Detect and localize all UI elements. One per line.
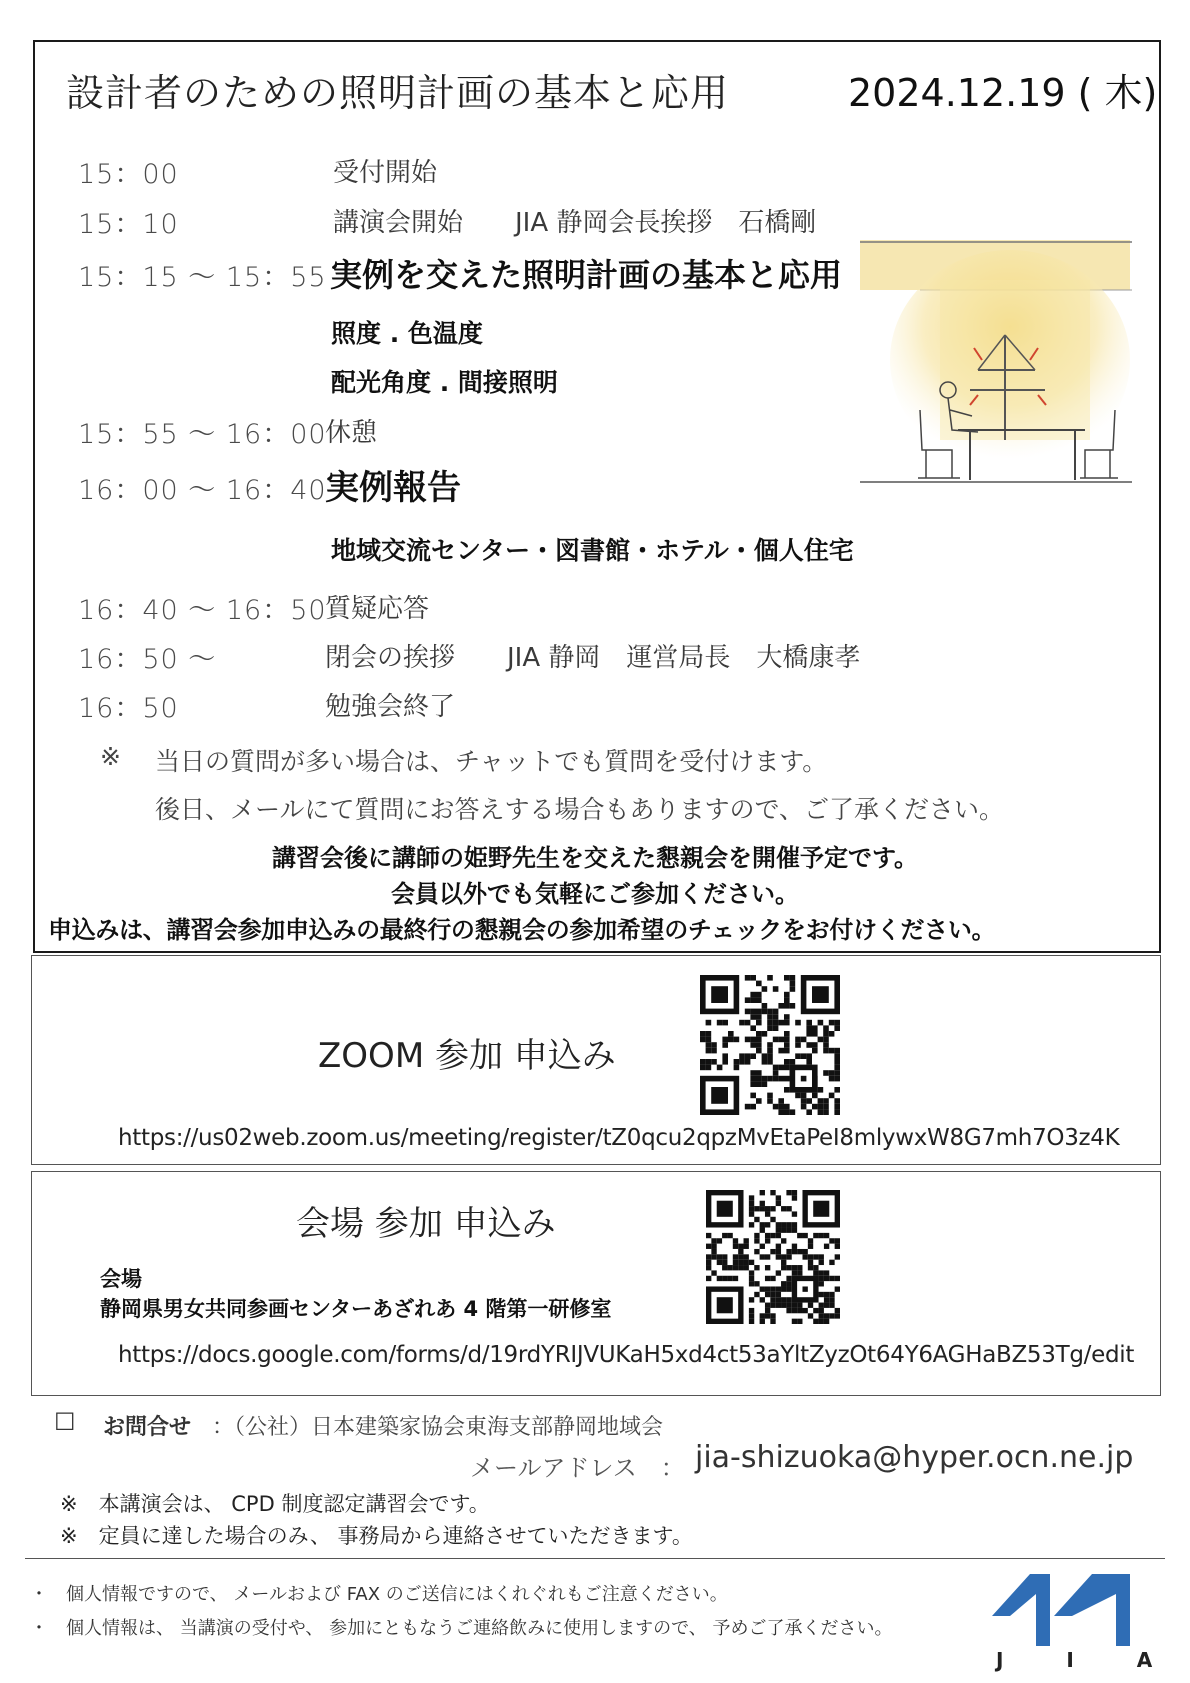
schedule-text-6: 休憩	[325, 418, 378, 448]
zoom-registration-label: ZOOM 参加 申込み	[318, 1036, 616, 1076]
note-line-2: 後日、メールにて質問にお答えする場合もありますので、ご了承ください。	[155, 795, 1005, 824]
schedule-text-8: 地域交流センター・図書館・ホテル・個人住宅	[331, 536, 854, 565]
contact-box-icon: ☐	[54, 1408, 76, 1436]
venue-qr-code[interactable]	[706, 1190, 840, 1324]
schedule-time-6: 15：55 〜 16：00	[78, 419, 327, 450]
schedule-time-7: 16：00 〜 16：40	[78, 475, 327, 506]
schedule-text-5: 配光角度 . 間接照明	[331, 368, 558, 397]
contact-label: お問合せ	[103, 1415, 192, 1440]
footer-note-2: ・ 個人情報は、 当講演の受付や、 参加にともなうご連絡飲みに使用しますので、 予めご了承ください。	[30, 1618, 893, 1639]
schedule-text-9: 質疑応答	[325, 594, 430, 624]
note-line-1: 当日の質問が多い場合は、チャットでも質問を受付けます。	[155, 747, 828, 776]
remark-1: ※ 本講演会は、 CPD 制度認定講習会です。	[60, 1492, 490, 1516]
contact-org: ：（公社）日本建築家協会東海支部静岡地域会	[212, 1415, 664, 1440]
contact-email[interactable]: jia-shizuoka@hyper.ocn.ne.jp	[695, 1440, 1134, 1475]
zoom-qr-code[interactable]	[700, 975, 840, 1115]
footer-note-1: ・ 個人情報ですので、 メールおよび FAX のご送信にはくれぐれもご注意ください。	[30, 1584, 728, 1605]
footer-divider	[25, 1558, 1165, 1559]
announcement-line-3: 申込みは、講習会参加申込みの最終行の懇親会の参加希望のチェックをお付けください。	[48, 916, 996, 944]
lighting-illustration	[860, 240, 1140, 505]
schedule-text-10: 閉会の挨拶 JIA 静岡 運営局長 大橋康孝	[325, 643, 861, 673]
remark-2: ※ 定員に達した場合のみ、 事務局から連絡させていただきます。	[60, 1524, 693, 1548]
schedule-text-3: 実例を交えた照明計画の基本と応用	[330, 256, 843, 294]
event-title: 設計者のための照明計画の基本と応用	[66, 71, 730, 115]
venue-registration-label: 会場 参加 申込み	[296, 1204, 556, 1244]
schedule-time-2: 15：10	[78, 209, 179, 240]
schedule-text-2: 講演会開始 JIA 静岡会長挨拶 石橋剛	[333, 208, 817, 238]
venue-place: 静岡県男女共同参画センターあざれあ 4 階第一研修室	[100, 1297, 612, 1321]
note-mark: ※	[100, 742, 121, 771]
schedule-time-9: 16：40 〜 16：50	[78, 595, 327, 626]
schedule-time-10: 16：50 〜	[78, 644, 217, 675]
schedule-text-7: 実例報告	[325, 468, 461, 508]
announcement-line-2: 会員以外でも気軽にご参加ください。	[391, 880, 799, 908]
schedule-text-1: 受付開始	[333, 158, 438, 188]
zoom-registration-url[interactable]: https://us02web.zoom.us/meeting/register/tZ0qcu2qpzMvEtaPeI8mlywxW8G7mh7O3z4K	[118, 1125, 1120, 1151]
schedule-time-3: 15：15 〜 15：55	[78, 262, 327, 293]
mail-label: メールアドレス ：	[470, 1454, 685, 1482]
schedule-time-11: 16：50	[78, 693, 179, 724]
event-date: 2024.12.19 ( 木)	[848, 71, 1158, 115]
venue-place-label: 会場	[100, 1267, 142, 1291]
jia-logo	[992, 1574, 1137, 1646]
jia-logo-text: J I A	[996, 1648, 1181, 1672]
schedule-text-11: 勉強会終了	[325, 692, 456, 722]
venue-registration-url[interactable]: https://docs.google.com/forms/d/19rdYRIJVUKaH5xd4ct53aYltZyzOt64Y6AGHaBZ53Tg/edit	[118, 1342, 1135, 1368]
schedule-text-4: 照度 . 色温度	[331, 319, 483, 348]
announcement-line-1: 講習会後に講師の姫野先生を交えた懇親会を開催予定です。	[271, 844, 919, 872]
schedule-time-1: 15：00	[78, 159, 179, 190]
